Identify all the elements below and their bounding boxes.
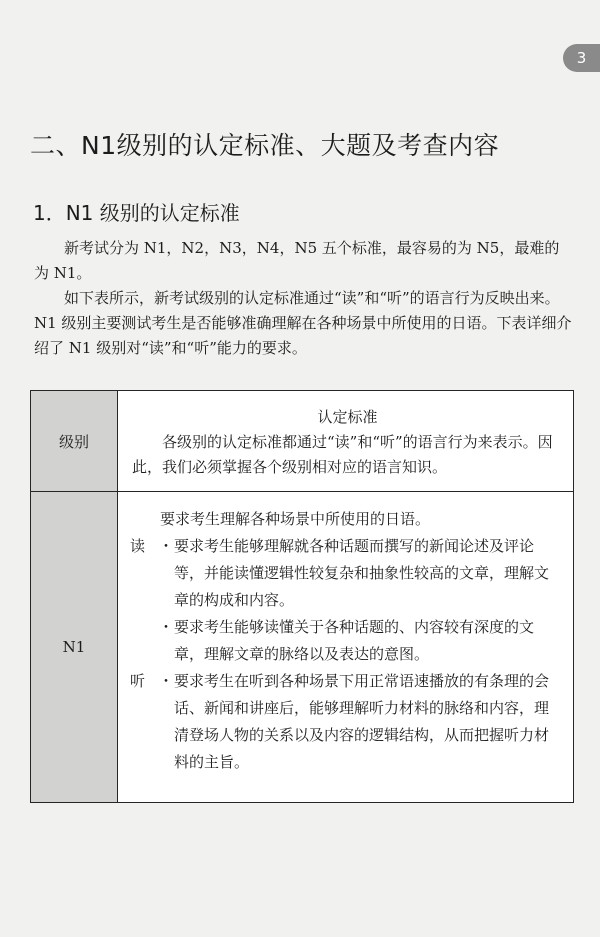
level-header-cell — [31, 391, 118, 492]
body-text — [34, 236, 572, 361]
bullet-icon: ・ — [158, 618, 174, 636]
table-header-row — [31, 391, 574, 492]
subsection-title: 1．N1 级别的认定标准 — [33, 201, 240, 225]
bullet-icon: ・ — [158, 672, 174, 690]
bullet-icon: ・ — [158, 537, 174, 555]
criteria-intro: 要求考生理解各种场景中所使用的日语。 — [160, 510, 431, 528]
level-header-label: 级别 — [58, 432, 89, 451]
criteria-cell — [118, 492, 574, 803]
paragraph-2: 如下表所示，新考试级别的认定标准通过“读”和“听”的语言行为反映出来。N1 级别主要测试考生是否能够准确理解在各种场景中所使用的日语。下表详细介绍了 N1 级别对“读”和“听”能力的要求。 — [34, 289, 572, 357]
criteria-header-title: 认定标准 — [317, 408, 378, 426]
standards-table — [30, 390, 574, 803]
list-item — [158, 614, 561, 668]
reading-item-2: 要求考生能够读懂关于各种话题的、内容较有深度的文章，理解文章的脉络以及表达的意图。 — [174, 618, 535, 663]
reading-block — [130, 533, 561, 668]
level-label: N1 — [62, 638, 86, 656]
listening-items — [158, 668, 561, 776]
criteria-header-text: 各级别的认定标准都通过“读”和“听”的语言行为来表示。因此，我们必须掌握各个级别相对应的语言知识。 — [132, 433, 553, 476]
reading-item-1: 要求考生能够理解就各种话题而撰写的新闻论述及评论等，并能读懂逻辑性较复杂和抽象性较高的文章，理解文章的构成和内容。 — [174, 537, 550, 609]
level-cell — [31, 492, 118, 803]
section-title: 二、N1级别的认定标准、大题及考查内容 — [30, 131, 500, 160]
page-number: 3 — [563, 44, 600, 72]
listening-item-1: 要求考生在听到各种场景下用正常语速播放的有条理的会话、新闻和讲座后，能够理解听力材料的脉络和内容，理清登场人物的关系以及内容的逻辑结构，从而把握听力材料的主旨。 — [174, 672, 550, 771]
paragraph-1: 新考试分为 N1，N2，N3，N4，N5 五个标准，最容易的为 N5，最难的为 N1。 — [34, 239, 560, 282]
list-item — [158, 668, 561, 776]
table-row — [31, 492, 574, 803]
criteria-header-cell — [118, 391, 574, 492]
reading-items — [158, 533, 561, 668]
list-item — [158, 533, 561, 614]
reading-label: 读 — [130, 537, 146, 555]
listening-label: 听 — [130, 672, 146, 690]
listening-block — [130, 668, 561, 776]
